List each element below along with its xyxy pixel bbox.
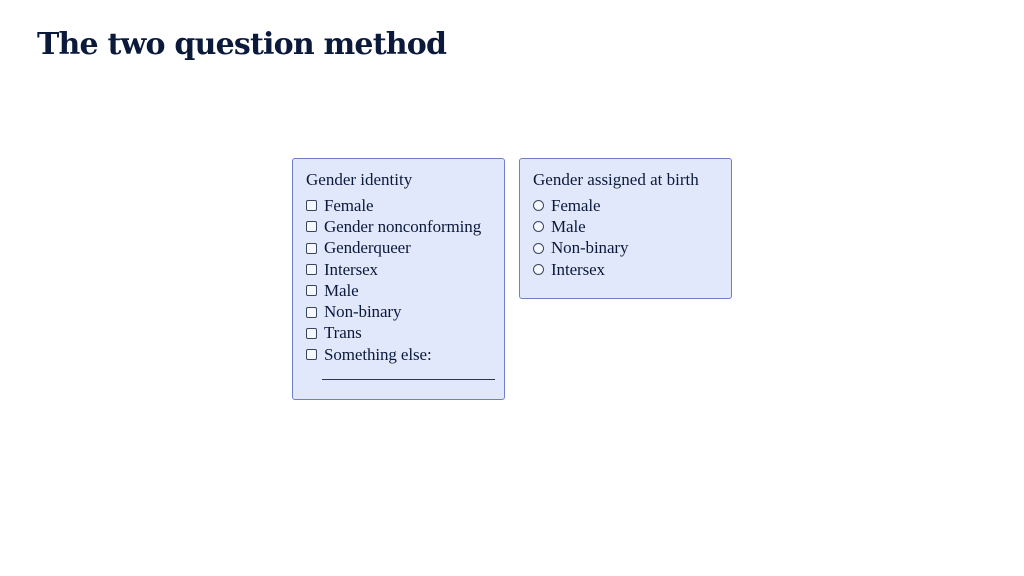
checkbox-icon[interactable] — [306, 200, 317, 211]
slide-title: The two question method — [37, 27, 447, 62]
option-label: Intersex — [324, 259, 378, 279]
gender-identity-heading: Gender identity — [306, 170, 413, 189]
option-label: Male — [324, 280, 359, 300]
option-something-else[interactable] — [306, 344, 481, 365]
checkbox-icon[interactable] — [306, 221, 317, 232]
checkbox-icon[interactable] — [306, 285, 317, 296]
option-male[interactable] — [306, 280, 481, 301]
checkbox-icon[interactable] — [306, 349, 317, 360]
radio-icon[interactable] — [533, 221, 544, 232]
option-label: Non-binary — [551, 238, 629, 258]
option-intersex[interactable] — [306, 259, 481, 280]
option-non-binary[interactable] — [306, 301, 481, 322]
birth-option-non-binary[interactable] — [533, 238, 628, 259]
birth-option-female[interactable] — [533, 195, 628, 216]
something-else-write-in-field[interactable] — [322, 379, 495, 380]
radio-icon[interactable] — [533, 264, 544, 275]
option-label: Male — [551, 216, 586, 236]
checkbox-icon[interactable] — [306, 264, 317, 275]
checkbox-icon[interactable] — [306, 307, 317, 318]
gender-identity-options — [306, 195, 481, 365]
checkbox-icon[interactable] — [306, 243, 317, 254]
option-label: Trans — [324, 323, 362, 343]
radio-icon[interactable] — [533, 200, 544, 211]
option-female[interactable] — [306, 195, 481, 216]
option-label: Female — [324, 195, 374, 215]
checkbox-icon[interactable] — [306, 328, 317, 339]
option-label: Genderqueer — [324, 238, 411, 258]
gender-at-birth-heading: Gender assigned at birth — [533, 170, 699, 189]
option-trans[interactable] — [306, 323, 481, 344]
birth-option-male[interactable] — [533, 216, 628, 237]
option-label: Non-binary — [324, 302, 402, 322]
option-gender-nonconforming[interactable] — [306, 216, 481, 237]
gender-identity-card — [292, 158, 505, 400]
birth-option-intersex[interactable] — [533, 259, 628, 280]
radio-icon[interactable] — [533, 243, 544, 254]
gender-at-birth-options — [533, 195, 628, 280]
gender-at-birth-card — [519, 158, 732, 299]
option-label: Female — [551, 195, 601, 215]
option-label: Something else: — [324, 344, 432, 364]
option-label: Intersex — [551, 259, 605, 279]
option-genderqueer[interactable] — [306, 238, 481, 259]
option-label: Gender nonconforming — [324, 216, 482, 236]
